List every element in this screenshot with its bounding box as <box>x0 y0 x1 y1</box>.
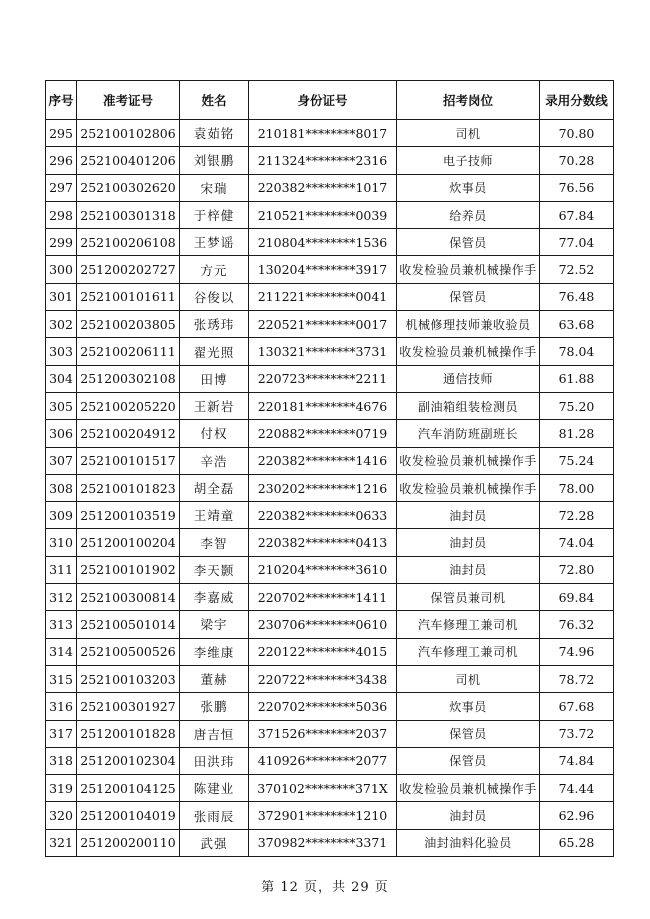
table-row <box>46 775 614 802</box>
cell-score: 69.84 <box>540 584 614 611</box>
cell-score: 67.68 <box>540 693 614 720</box>
cell-id-no: 220723********2211 <box>249 365 397 392</box>
cell-score: 81.28 <box>540 420 614 447</box>
cell-name: 袁茹铭 <box>180 120 249 147</box>
cell-exam-no: 251200100204 <box>77 529 180 556</box>
cell-exam-no: 251200302108 <box>77 365 180 392</box>
cell-exam-no: 252100203805 <box>77 311 180 338</box>
cell-score: 63.68 <box>540 311 614 338</box>
table-row <box>46 392 614 419</box>
cell-seq: 297 <box>46 174 77 201</box>
cell-score: 76.32 <box>540 611 614 638</box>
cell-seq: 316 <box>46 693 77 720</box>
cell-seq: 320 <box>46 802 77 829</box>
table-row <box>46 584 614 611</box>
cell-score: 72.52 <box>540 256 614 283</box>
cell-position: 给养员 <box>397 201 540 228</box>
cell-id-no: 372901********1210 <box>249 802 397 829</box>
header-score: 录用分数线 <box>540 81 614 120</box>
cell-position: 油封员 <box>397 502 540 529</box>
cell-id-no: 220382********0633 <box>249 502 397 529</box>
cell-name: 李智 <box>180 529 249 556</box>
cell-score: 62.96 <box>540 802 614 829</box>
cell-exam-no: 252100101823 <box>77 474 180 501</box>
table-row <box>46 556 614 583</box>
cell-position: 收发检验员兼机械操作手 <box>397 447 540 474</box>
table-row <box>46 747 614 774</box>
cell-exam-no: 252100206108 <box>77 229 180 256</box>
cell-position: 机械修理技师兼收验员 <box>397 311 540 338</box>
cell-name: 王新岩 <box>180 392 249 419</box>
cell-position: 油封员 <box>397 529 540 556</box>
cell-id-no: 370102********371X <box>249 775 397 802</box>
table-row <box>46 147 614 174</box>
cell-position: 保管员 <box>397 283 540 310</box>
cell-exam-no: 252100301318 <box>77 201 180 228</box>
cell-name: 李天颢 <box>180 556 249 583</box>
cell-exam-no: 252100500526 <box>77 638 180 665</box>
cell-exam-no: 251200104019 <box>77 802 180 829</box>
cell-seq: 317 <box>46 720 77 747</box>
cell-seq: 311 <box>46 556 77 583</box>
table-row <box>46 474 614 501</box>
table-row <box>46 420 614 447</box>
cell-seq: 301 <box>46 283 77 310</box>
cell-position: 油封员 <box>397 556 540 583</box>
cell-id-no: 371526********2037 <box>249 720 397 747</box>
cell-exam-no: 252100204912 <box>77 420 180 447</box>
table-row <box>46 693 614 720</box>
cell-seq: 308 <box>46 474 77 501</box>
cell-exam-no: 252100501014 <box>77 611 180 638</box>
cell-id-no: 130204********3917 <box>249 256 397 283</box>
cell-name: 陈建业 <box>180 775 249 802</box>
cell-position: 司机 <box>397 120 540 147</box>
cell-exam-no: 251200102304 <box>77 747 180 774</box>
cell-score: 74.84 <box>540 747 614 774</box>
table-row <box>46 174 614 201</box>
cell-exam-no: 252100301927 <box>77 693 180 720</box>
cell-position: 油封员 <box>397 802 540 829</box>
cell-score: 75.20 <box>540 392 614 419</box>
table-row <box>46 502 614 529</box>
cell-exam-no: 252100401206 <box>77 147 180 174</box>
cell-seq: 318 <box>46 747 77 774</box>
cell-position: 电子技师 <box>397 147 540 174</box>
cell-seq: 314 <box>46 638 77 665</box>
table-row <box>46 283 614 310</box>
cell-position: 收发检验员兼机械操作手 <box>397 338 540 365</box>
cell-position: 收发检验员兼机械操作手 <box>397 474 540 501</box>
cell-score: 65.28 <box>540 829 614 856</box>
cell-id-no: 220122********4015 <box>249 638 397 665</box>
table-row <box>46 829 614 856</box>
cell-score: 70.28 <box>540 147 614 174</box>
cell-id-no: 220722********3438 <box>249 665 397 692</box>
cell-score: 74.44 <box>540 775 614 802</box>
cell-name: 方元 <box>180 256 249 283</box>
header-row <box>46 81 614 120</box>
cell-name: 翟光照 <box>180 338 249 365</box>
cell-score: 76.48 <box>540 283 614 310</box>
cell-score: 72.80 <box>540 556 614 583</box>
cell-seq: 306 <box>46 420 77 447</box>
cell-seq: 295 <box>46 120 77 147</box>
table-row <box>46 611 614 638</box>
cell-name: 王靖童 <box>180 502 249 529</box>
cell-score: 74.04 <box>540 529 614 556</box>
header-position: 招考岗位 <box>397 81 540 120</box>
cell-name: 辛浩 <box>180 447 249 474</box>
cell-position: 收发检验员兼机械操作手 <box>397 256 540 283</box>
cell-score: 72.28 <box>540 502 614 529</box>
cell-name: 张鹏 <box>180 693 249 720</box>
cell-score: 75.24 <box>540 447 614 474</box>
table-row <box>46 638 614 665</box>
cell-id-no: 410926********2077 <box>249 747 397 774</box>
cell-exam-no: 252100102806 <box>77 120 180 147</box>
cell-position: 保管员兼司机 <box>397 584 540 611</box>
cell-position: 司机 <box>397 665 540 692</box>
table-row <box>46 365 614 392</box>
cell-exam-no: 252100101611 <box>77 283 180 310</box>
cell-name: 张琇玮 <box>180 311 249 338</box>
cell-exam-no: 251200101828 <box>77 720 180 747</box>
cell-seq: 305 <box>46 392 77 419</box>
table-row <box>46 665 614 692</box>
table-row <box>46 447 614 474</box>
cell-exam-no: 252100300814 <box>77 584 180 611</box>
cell-name: 付权 <box>180 420 249 447</box>
cell-position: 炊事员 <box>397 174 540 201</box>
cell-exam-no: 251200202727 <box>77 256 180 283</box>
cell-seq: 304 <box>46 365 77 392</box>
cell-name: 刘银鹏 <box>180 147 249 174</box>
header-exam-no: 准考证号 <box>77 81 180 120</box>
results-table <box>45 80 614 857</box>
cell-name: 唐吉恒 <box>180 720 249 747</box>
cell-exam-no: 252100101517 <box>77 447 180 474</box>
cell-name: 田博 <box>180 365 249 392</box>
cell-position: 保管员 <box>397 747 540 774</box>
table-row <box>46 311 614 338</box>
cell-name: 李维康 <box>180 638 249 665</box>
cell-position: 油封油料化验员 <box>397 829 540 856</box>
cell-id-no: 210181********8017 <box>249 120 397 147</box>
cell-id-no: 220382********1416 <box>249 447 397 474</box>
header-seq: 序号 <box>46 81 77 120</box>
cell-name: 宋瑞 <box>180 174 249 201</box>
cell-seq: 299 <box>46 229 77 256</box>
cell-position: 汽车修理工兼司机 <box>397 638 540 665</box>
cell-id-no: 211221********0041 <box>249 283 397 310</box>
table-row <box>46 120 614 147</box>
header-id-no: 身份证号 <box>249 81 397 120</box>
table-row <box>46 201 614 228</box>
cell-position: 通信技师 <box>397 365 540 392</box>
cell-seq: 319 <box>46 775 77 802</box>
table-row <box>46 256 614 283</box>
cell-score: 67.84 <box>540 201 614 228</box>
cell-id-no: 220382********1017 <box>249 174 397 201</box>
cell-score: 78.72 <box>540 665 614 692</box>
cell-seq: 303 <box>46 338 77 365</box>
cell-position: 炊事员 <box>397 693 540 720</box>
cell-seq: 300 <box>46 256 77 283</box>
header-name: 姓名 <box>180 81 249 120</box>
cell-seq: 313 <box>46 611 77 638</box>
cell-name: 田洪玮 <box>180 747 249 774</box>
cell-name: 谷俊以 <box>180 283 249 310</box>
cell-position: 保管员 <box>397 720 540 747</box>
cell-seq: 310 <box>46 529 77 556</box>
table-row <box>46 529 614 556</box>
cell-name: 于梓健 <box>180 201 249 228</box>
cell-id-no: 210804********1536 <box>249 229 397 256</box>
cell-exam-no: 252100302620 <box>77 174 180 201</box>
cell-id-no: 211324********2316 <box>249 147 397 174</box>
cell-position: 保管员 <box>397 229 540 256</box>
cell-exam-no: 251200200110 <box>77 829 180 856</box>
cell-id-no: 130321********3731 <box>249 338 397 365</box>
cell-id-no: 230202********1216 <box>249 474 397 501</box>
cell-score: 77.04 <box>540 229 614 256</box>
cell-score: 74.96 <box>540 638 614 665</box>
cell-name: 王梦谣 <box>180 229 249 256</box>
cell-id-no: 220382********0413 <box>249 529 397 556</box>
table-row <box>46 720 614 747</box>
table-row <box>46 802 614 829</box>
cell-seq: 315 <box>46 665 77 692</box>
cell-name: 梁宇 <box>180 611 249 638</box>
cell-seq: 302 <box>46 311 77 338</box>
cell-score: 78.00 <box>540 474 614 501</box>
cell-seq: 321 <box>46 829 77 856</box>
cell-seq: 309 <box>46 502 77 529</box>
cell-seq: 298 <box>46 201 77 228</box>
cell-seq: 307 <box>46 447 77 474</box>
cell-id-no: 230706********0610 <box>249 611 397 638</box>
cell-id-no: 220702********5036 <box>249 693 397 720</box>
cell-id-no: 370982********3371 <box>249 829 397 856</box>
table-row <box>46 338 614 365</box>
cell-score: 78.04 <box>540 338 614 365</box>
cell-seq: 296 <box>46 147 77 174</box>
cell-score: 73.72 <box>540 720 614 747</box>
cell-name: 董赫 <box>180 665 249 692</box>
cell-exam-no: 251200103519 <box>77 502 180 529</box>
cell-name: 张雨辰 <box>180 802 249 829</box>
cell-id-no: 210521********0039 <box>249 201 397 228</box>
cell-name: 武强 <box>180 829 249 856</box>
cell-id-no: 220702********1411 <box>249 584 397 611</box>
cell-id-no: 220882********0719 <box>249 420 397 447</box>
cell-id-no: 220181********4676 <box>249 392 397 419</box>
cell-position: 副油箱组装检测员 <box>397 392 540 419</box>
cell-exam-no: 252100205220 <box>77 392 180 419</box>
cell-name: 李嘉威 <box>180 584 249 611</box>
cell-exam-no: 251200104125 <box>77 775 180 802</box>
table-header <box>46 81 614 120</box>
cell-exam-no: 252100103203 <box>77 665 180 692</box>
cell-exam-no: 252100206111 <box>77 338 180 365</box>
cell-score: 70.80 <box>540 120 614 147</box>
cell-position: 汽车消防班副班长 <box>397 420 540 447</box>
table-body <box>46 120 614 857</box>
cell-exam-no: 252100101902 <box>77 556 180 583</box>
cell-seq: 312 <box>46 584 77 611</box>
cell-id-no: 210204********3610 <box>249 556 397 583</box>
cell-position: 汽车修理工兼司机 <box>397 611 540 638</box>
cell-score: 61.88 <box>540 365 614 392</box>
cell-position: 收发检验员兼机械操作手 <box>397 775 540 802</box>
cell-id-no: 220521********0017 <box>249 311 397 338</box>
page-footer: 第 12 页，共 29 页 <box>261 880 389 895</box>
table-row <box>46 229 614 256</box>
cell-name: 胡全磊 <box>180 474 249 501</box>
cell-score: 76.56 <box>540 174 614 201</box>
